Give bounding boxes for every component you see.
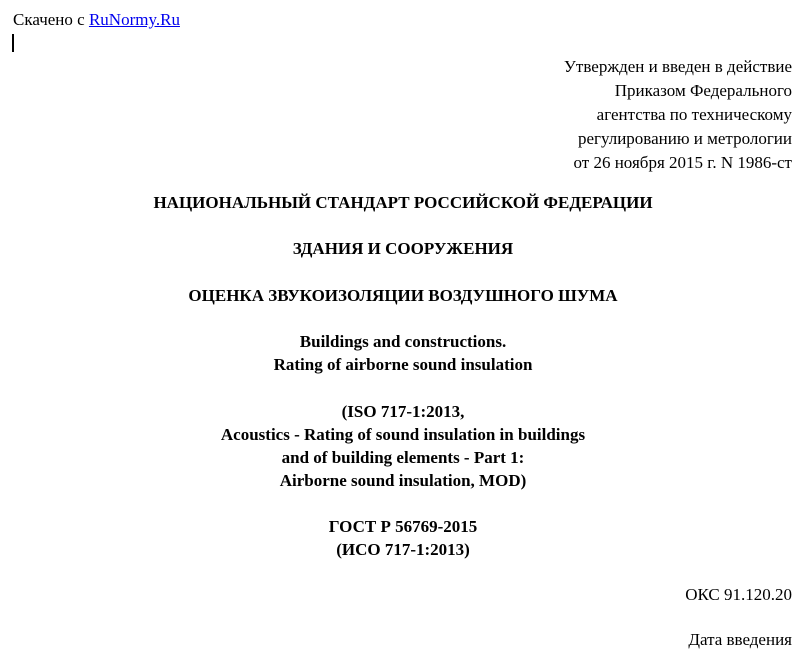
buildings-title: ЗДАНИЯ И СООРУЖЕНИЯ xyxy=(292,239,514,258)
approval-block xyxy=(564,55,792,175)
iso-reference-line: and of building elements - Part 1: xyxy=(281,448,525,467)
approval-line: агентства по техническому xyxy=(596,105,792,124)
standard-title: НАЦИОНАЛЬНЫЙ СТАНДАРТ РОССИЙСКОЙ ФЕДЕРАЦИИ xyxy=(153,193,653,212)
gost-number: ГОСТ Р 56769-2015 xyxy=(328,517,478,536)
approval-line: от 26 ноября 2015 г. N 1986-ст xyxy=(573,153,792,172)
english-title-line: Buildings and constructions. xyxy=(299,332,507,351)
english-title xyxy=(0,330,799,376)
approval-line: Приказом Федерального xyxy=(614,81,792,100)
approval-line: регулированию и метрологии xyxy=(577,129,792,148)
oks-code: ОКС 91.120.20 xyxy=(685,585,792,604)
text-cursor xyxy=(12,34,14,52)
runormy-link[interactable]: RuNormy.Ru xyxy=(88,10,180,29)
intro-date-label: Дата введения xyxy=(688,630,792,649)
iso-reference xyxy=(0,400,799,492)
iso-reference-line: Acoustics - Rating of sound insulation in buildings xyxy=(220,425,586,444)
download-source-line xyxy=(13,9,180,31)
english-title-line: Rating of airborne sound insulation xyxy=(273,355,533,374)
iso-reference-line: Airborne sound insulation, MOD) xyxy=(279,471,527,490)
approval-line: Утвержден и введен в действие xyxy=(563,57,792,76)
iso-reference-line: (ISO 717-1:2013, xyxy=(341,402,465,421)
gost-designation xyxy=(0,515,799,561)
iso-equivalent: (ИСО 717-1:2013) xyxy=(336,540,470,559)
rating-title: ОЦЕНКА ЗВУКОИЗОЛЯЦИИ ВОЗДУШНОГО ШУМА xyxy=(188,286,618,305)
download-prefix: Скачено с xyxy=(13,10,85,29)
